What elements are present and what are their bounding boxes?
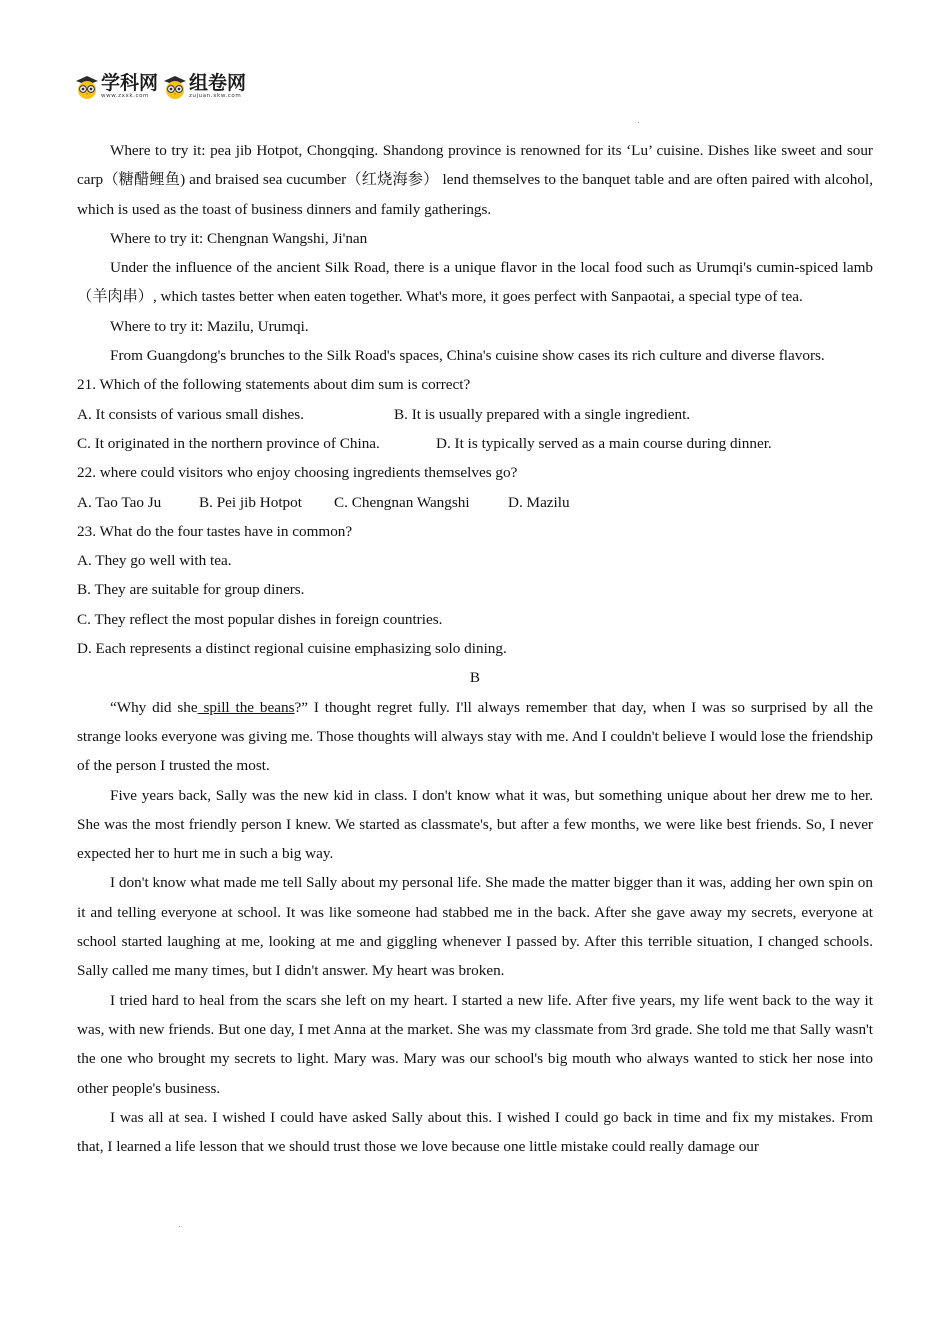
- logo-title-zxxk: 学科网: [101, 72, 159, 95]
- scan-dot: [638, 122, 639, 123]
- passage-b-paragraph-1: [77, 693, 873, 781]
- question-23-stem: 23. What do the four tastes have in common?: [77, 522, 353, 540]
- logo-title-zujuan: 组卷网: [189, 72, 247, 95]
- question-23-option-b: B. They are suitable for group diners.: [77, 581, 305, 599]
- document-body: [77, 136, 873, 1161]
- owl-graduate-icon: [74, 74, 100, 100]
- logo-sub-zxxk: www.zxxk.com: [101, 93, 150, 100]
- question-21-options-row-2: [77, 429, 873, 458]
- passage-b-heading: B: [469, 669, 481, 687]
- passage-b-paragraph-2: Five years back, Sally was the new kid in class. I don't know what it was, but something unique about her drew me to her. She was the most friendly person I knew. We started as classmate's, but after a few months, we were like best friends. So, I never expected her to hurt me in such a big way.: [77, 786, 873, 863]
- question-21-option-c: C. It originated in the northern province of China.: [77, 434, 380, 452]
- question-23-option-a: A. They go well with tea.: [77, 552, 232, 570]
- passage-a-paragraph-5: From Guangdong's brunches to the Silk Road's spaces, China's cuisine show cases its rich culture and diverse flavors.: [110, 347, 825, 365]
- passage-a-paragraph-2: Where to try it: Chengnan Wangshi, Ji'nan: [110, 229, 368, 247]
- scan-dot: [179, 1226, 180, 1227]
- passage-a-paragraph-3: Under the influence of the ancient Silk Road, there is a unique flavor in the local food such as Urumqi's cumin-spiced lamb（羊肉串）, which tastes better when eaten together. What's more, it goes perfect with Sanpaotai, a special type of tea.: [77, 259, 873, 306]
- question-23-option-c: C. They reflect the most popular dishes in foreign countries.: [77, 610, 443, 628]
- passage-b-paragraph-3: I don't know what made me tell Sally about my personal life. She made the matter bigger than it was, adding her own spin on it and telling everyone at school. It was like someone had stabbed me in the back. After she gave away my secrets, everyone at school started laughing at me, looking at me and giggling whenever I passed by. After this terrible situation, I changed schools. Sally called me many times, but I didn't answer. My heart was broken.: [77, 874, 873, 980]
- passage-b-p1-rest: ?” I thought regret fully. I'll always remember that day, when I was so surprised by all the strange looks everyone was giving me. Those thoughts will always stay with me. And I couldn't believe I would lose the friendship of the person I trusted the most.: [77, 698, 873, 775]
- logo-sub-zujuan: zujuan.xkw.com: [189, 93, 242, 100]
- question-22-stem: 22. where could visitors who enjoy choosing ingredients themselves go?: [77, 464, 518, 482]
- question-22-option-b: B. Pei jib Hotpot: [199, 493, 302, 511]
- owl-graduate-icon: [162, 74, 188, 100]
- question-22-option-a: A. Tao Tao Ju: [77, 493, 162, 511]
- question-21-option-b: B. It is usually prepared with a single ingredient.: [394, 405, 691, 423]
- passage-b-p1-start: “Why did she: [110, 698, 198, 716]
- logo-zxxk: [74, 74, 158, 100]
- question-21-option-d: D. It is typically served as a main course during dinner.: [436, 434, 772, 452]
- site-logo: [74, 70, 250, 104]
- passage-b-paragraph-4: I tried hard to heal from the scars she left on my heart. I started a new life. After five years, my life went back to the way it was, with new friends. But one day, I met Anna at the market. She was my classmate from 3rd grade. She told me that Sally wasn't the one who brought my secrets to light. Mary was. Mary was our school's big mouth who always wanted to stick her nose into other people's business.: [77, 991, 873, 1097]
- question-22-options: [77, 488, 873, 517]
- question-23-option-d: D. Each represents a distinct regional cuisine emphasizing solo dining.: [77, 640, 507, 658]
- logo-zujuan: [162, 74, 246, 100]
- question-21-stem: 21. Which of the following statements about dim sum is correct?: [77, 376, 471, 394]
- question-22-option-c: C. Chengnan Wangshi: [334, 493, 470, 511]
- passage-a-paragraph-1: Where to try it: pea jib Hotpot, Chongqing. Shandong province is renowned for its ‘Lu’ cuisine. Dishes like sweet and sour carp（糖醋鲤鱼) and braised sea cucumber（红烧海参） lend themselves to the banquet table and are often paired with alcohol, which is used as the toast of business dinners and family gatherings.: [77, 142, 873, 218]
- underlined-phrase: spill the beans: [197, 698, 295, 716]
- question-21-options-row-1: [77, 400, 873, 429]
- passage-a-paragraph-4: Where to try it: Mazilu, Urumqi.: [110, 317, 309, 335]
- question-22-option-d: D. Mazilu: [508, 493, 570, 511]
- question-21-option-a: A. It consists of various small dishes.: [77, 405, 304, 423]
- passage-b-paragraph-5: I was all at sea. I wished I could have asked Sally about this. I wished I could go back in time and fix my mistakes. From that, I learned a life lesson that we should trust those we love because one little mistake could really damage our: [77, 1108, 873, 1156]
